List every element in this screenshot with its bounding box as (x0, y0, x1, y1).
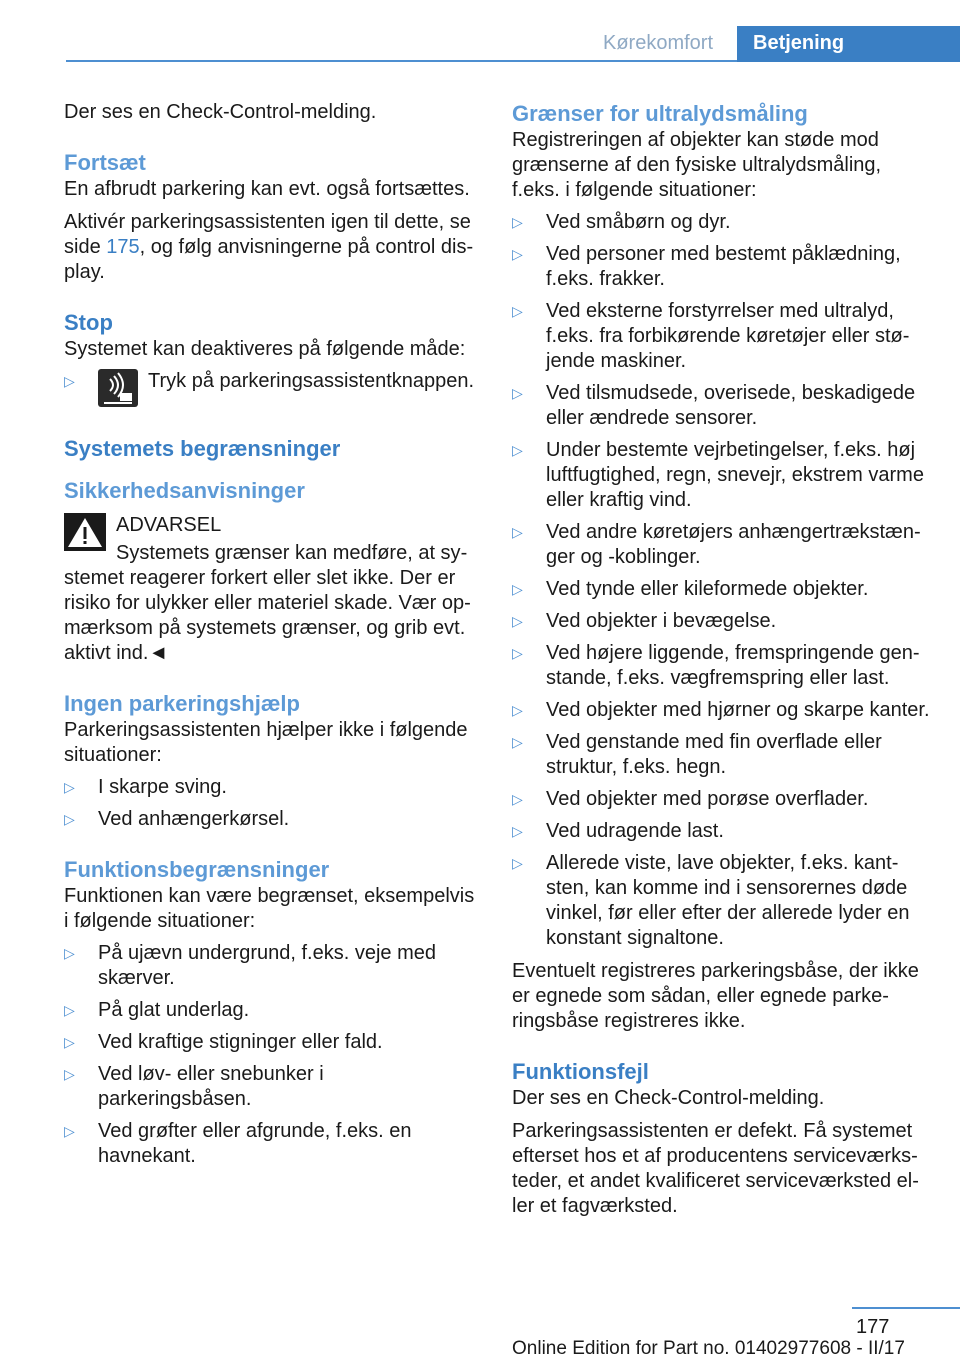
list-item (512, 819, 932, 844)
bullet-icon: ▷ (64, 1066, 75, 1082)
bullet-icon: ▷ (512, 303, 523, 319)
ingen-p1: Parkeringsassistenten hjælper ikke i følgende situationer: (64, 719, 468, 766)
list-item (512, 210, 932, 235)
fejl-p1: Der ses en Check-Control-melding. (512, 1087, 825, 1109)
list-item (512, 730, 932, 780)
list-item-text: Ved genstande med fin overflade eller struktur, f.eks. hegn. (546, 731, 882, 778)
fortsaet-p2-after: , og følg anvisningerne på control display. (64, 236, 474, 283)
bullet-icon: ▷ (64, 779, 75, 795)
bullet-icon: ▷ (512, 385, 523, 401)
list-item (512, 381, 932, 431)
list-item (512, 299, 932, 374)
page-number: 177 (856, 1316, 890, 1338)
ultra-p2: Eventuelt registreres parkeringsbåse, der ikke er egnede som sådan, eller egnede parkeringsbåse registreres ikke. (512, 960, 919, 1032)
list-item (512, 577, 932, 602)
list-item (64, 775, 478, 800)
list-item-text: Ved eksterne forstyrrelser med ultralyd, f.eks. fra forbikørende køretøjer eller støjende maskiner. (546, 300, 910, 372)
list-item-text: Ved småbørn og dyr. (546, 211, 731, 233)
bullet-icon: ▷ (64, 811, 75, 827)
list-item (64, 1030, 478, 1055)
fortsaet-p1: En afbrudt parkering kan evt. også fortsættes. (64, 178, 470, 200)
bullet-icon: ▷ (64, 945, 75, 961)
heading-begraensninger: Systemets begrænsninger (64, 436, 341, 461)
bullet-icon: ▷ (512, 581, 523, 597)
bullet-icon: ▷ (512, 524, 523, 540)
list-item (512, 641, 932, 691)
list-item-text: Ved andre køretøjers anhængertrækstænger og -koblinger. (546, 521, 921, 568)
bullet-icon: ▷ (512, 855, 523, 871)
bullet-icon: ▷ (512, 734, 523, 750)
list-item-text: Ved udragende last. (546, 820, 724, 842)
list-item-text: På glat underlag. (98, 999, 250, 1021)
edition-text: Online Edition for Part no. 01402977608 - II/17 (512, 1338, 905, 1359)
list-item-text: Ved kraftige stigninger eller fald. (98, 1031, 383, 1053)
list-item-text: Ved objekter med porøse overflader. (546, 788, 869, 810)
bullet-icon: ▷ (512, 645, 523, 661)
list-item (512, 698, 932, 723)
stop-list (64, 369, 478, 411)
bullet-icon: ▷ (512, 246, 523, 262)
footer-rule (852, 1307, 960, 1309)
list-item (64, 807, 478, 832)
funktion-list (64, 941, 478, 1169)
warning-label: ADVARSEL (116, 514, 222, 536)
list-item-text: Ved objekter med hjørner og skarpe kanter. (546, 699, 930, 721)
list-item-text: Ved personer med bestemt påklædning, f.eks. frakker. (546, 243, 901, 290)
bullet-icon: ▷ (512, 214, 523, 230)
list-item-text: Ved højere liggende, fremspringende genstande, f.eks. vægfremspring eller last. (546, 642, 920, 689)
parking-assistant-button-icon (98, 369, 138, 407)
bullet-icon: ▷ (512, 702, 523, 718)
bullet-icon: ▷ (64, 1034, 75, 1050)
heading-ingen: Ingen parkeringshjælp (64, 691, 300, 716)
list-item-text: Ved tynde eller kileformede objekter. (546, 578, 869, 600)
left-column (64, 100, 478, 1169)
list-item (64, 998, 478, 1023)
list-item (512, 609, 932, 634)
list-item-text: Ved tilsmudsede, overisede, beskadigede eller ændrede sensorer. (546, 382, 916, 429)
heading-stop: Stop (64, 310, 113, 335)
list-item-text: Ved objekter i bevægelse. (546, 610, 777, 632)
list-item (512, 242, 932, 292)
bullet-icon: ▷ (512, 791, 523, 807)
right-column (512, 100, 932, 1219)
list-item (512, 438, 932, 513)
heading-sikkerhed: Sikkerhedsanvisninger (64, 478, 305, 503)
tab-betjening[interactable]: Betjening (737, 26, 960, 62)
list-item-text: Under bestemte vejrbetingelser, f.eks. høj luftfugtighed, regn, snevejr, ekstrem varme eller kraftig vind. (546, 439, 924, 511)
intro-text: Der ses en Check-Control-melding. (64, 101, 377, 123)
list-item (512, 520, 932, 570)
list-item (512, 787, 932, 812)
stop-p1: Systemet kan deaktiveres på følgende måde: (64, 338, 466, 360)
list-item-text: Ved anhængerkørsel. (98, 808, 290, 830)
bullet-icon: ▷ (512, 442, 523, 458)
warning-block (64, 513, 478, 538)
list-item-text: Allerede viste, lave objekter, f.eks. kantsten, kan komme ind i sensorernes døde vinkel, før eller efter der allerede lyder en konstant signaltone. (546, 852, 910, 949)
list-item (512, 851, 932, 951)
tab-korekomfort[interactable]: Kørekomfort (602, 32, 714, 54)
heading-ultra: Grænser for ultralydsmåling (512, 101, 808, 126)
heading-funktion: Funktionsbegrænsninger (64, 857, 330, 882)
list-item-text: Ved grøfter eller afgrunde, f.eks. en havnekant. (98, 1120, 412, 1167)
list-item (64, 1119, 478, 1169)
bullet-icon: ▷ (512, 823, 523, 839)
ingen-list (64, 775, 478, 832)
warning-triangle-icon (64, 513, 106, 551)
bullet-icon: ▷ (512, 613, 523, 629)
funktion-p1: Funktionen kan være begrænset, eksempelvis i følgende situationer: (64, 885, 475, 932)
bullet-icon: ▷ (64, 1123, 75, 1139)
stop-item-text: Tryk på parkeringsassistentknappen. (148, 370, 475, 392)
bullet-icon: ▷ (64, 373, 75, 389)
ultra-list (512, 210, 932, 951)
list-item (64, 941, 478, 991)
page-link-175[interactable]: 175 (106, 236, 140, 258)
list-item (64, 369, 478, 411)
ultra-p1: Registreringen af objekter kan støde mod grænserne af den fysiske ultralydsmåling, f.eks. i følgende situationer: (512, 129, 882, 201)
list-item-text: Ved løv- eller snebunker i parkeringsbåsen. (98, 1063, 324, 1110)
fejl-p2: Parkeringsassistenten er defekt. Få systemet efterset hos et af producentens serviceværksteder, et andet kvalificeret serviceværksted eller et fagværksted. (512, 1120, 919, 1217)
fortsaet-p2 (64, 210, 478, 285)
warning-text: Systemets grænser kan medføre, at systemet reagerer forkert eller slet ikke. Der er risiko for ulykker eller materiel skade. Vær opmærksom på systemets grænser, og grib evt. aktivt ind.◄ (64, 542, 471, 664)
bullet-icon: ▷ (64, 1002, 75, 1018)
list-item-text: På ujævn undergrund, f.eks. veje med skærver. (98, 942, 436, 989)
fortsaet-p2-before: Aktivér parkeringsassistenten igen til dette, se side (64, 211, 471, 258)
list-item (64, 1062, 478, 1112)
heading-fortsaet: Fortsæt (64, 150, 146, 175)
list-item-text: I skarpe sving. (98, 776, 227, 798)
heading-fejl: Funktionsfejl (512, 1059, 649, 1084)
